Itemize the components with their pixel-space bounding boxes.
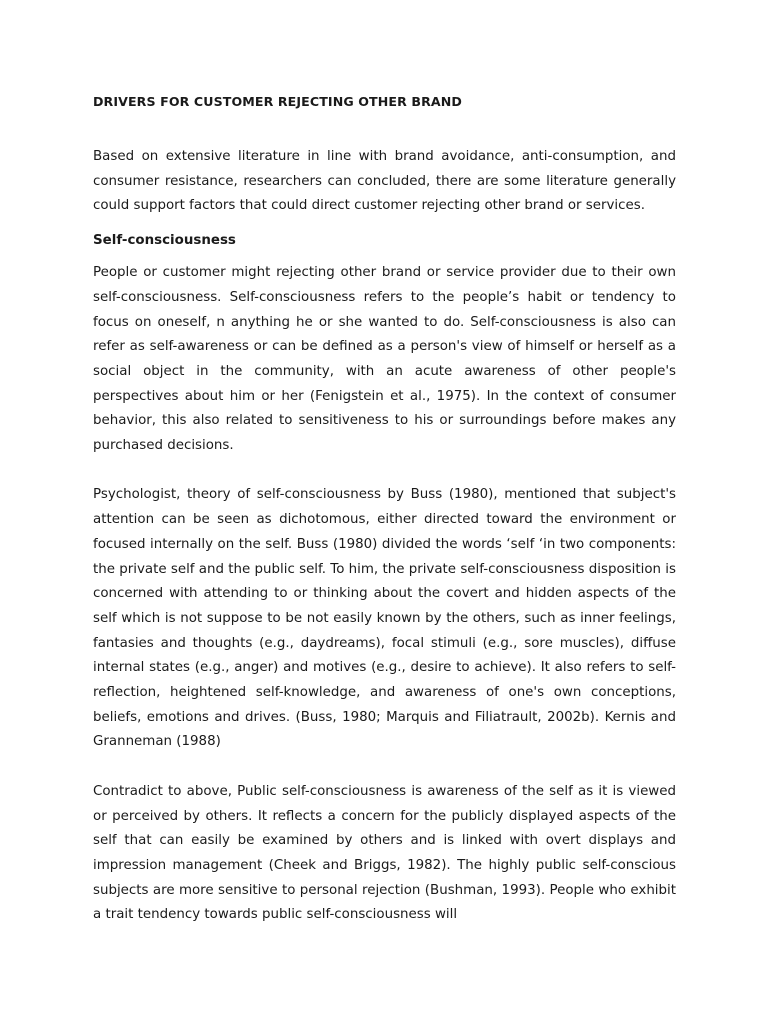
body-paragraph: Contradict to above, Public self-consciousness is awareness of the self as it is viewed or perceived by others. It reflects a concern for the publicly displayed aspects of the self that can easily be examined by others and is linked with overt displays and impression management (Cheek and Briggs, 1982). The highly public self-conscious subjects are more sensitive to personal rejection (Bushman, 1993). People who exhibit a trait tendency towards public self-consciousness will: [93, 783, 676, 923]
body-paragraph: Psychologist, theory of self-consciousness by Buss (1980), mentioned that subject's attention can be seen as dichotomous, either directed toward the environment or focused internally on the self. Buss (1980) divided the words ‘self ‘in two components: the private self and the public self. To him, the private self-consciousness disposition is concerned with attending to or thinking about the covert and hidden aspects of the self which is not suppose to be not easily known by the others, such as inner feelings, fantasies and thoughts (e.g., daydreams), focal stimuli (e.g., sore muscles), diffuse internal states (e.g., anger) and motives (e.g., desire to achieve). It also refers to self-reflection, heightened self-knowledge, and awareness of one's own conceptions, beliefs, emotions and drives. (Buss, 1980; Marquis and Filiatrault, 2002b). Kernis and Granneman (1988): [93, 487, 676, 750]
body-paragraph: People or customer might rejecting other brand or service provider due to their own self-consciousness. Self-consciousness refers to the people’s habit or tendency to focus on oneself, n anything he or she wanted to do. Self-consciousness is also can refer as self-awareness or can be defined as a person's view of himself or herself as a social object in the community, with an acute awareness of other people's perspectives about him or her (Fenigstein et al., 1975). In the context of consumer behavior, this also related to sensitiveness to his or surroundings before makes any purchased decisions.: [93, 265, 676, 454]
document-title: DRIVERS FOR CUSTOMER REJECTING OTHER BRAND: [93, 94, 462, 109]
document-page: [93, 92, 676, 928]
section-heading: Self-consciousness: [93, 233, 236, 249]
intro-paragraph: Based on extensive literature in line with brand avoidance, anti-consumption, and consumer resistance, researchers can concluded, there are some literature generally could support factors that could direct customer rejecting other brand or services.: [93, 149, 676, 214]
